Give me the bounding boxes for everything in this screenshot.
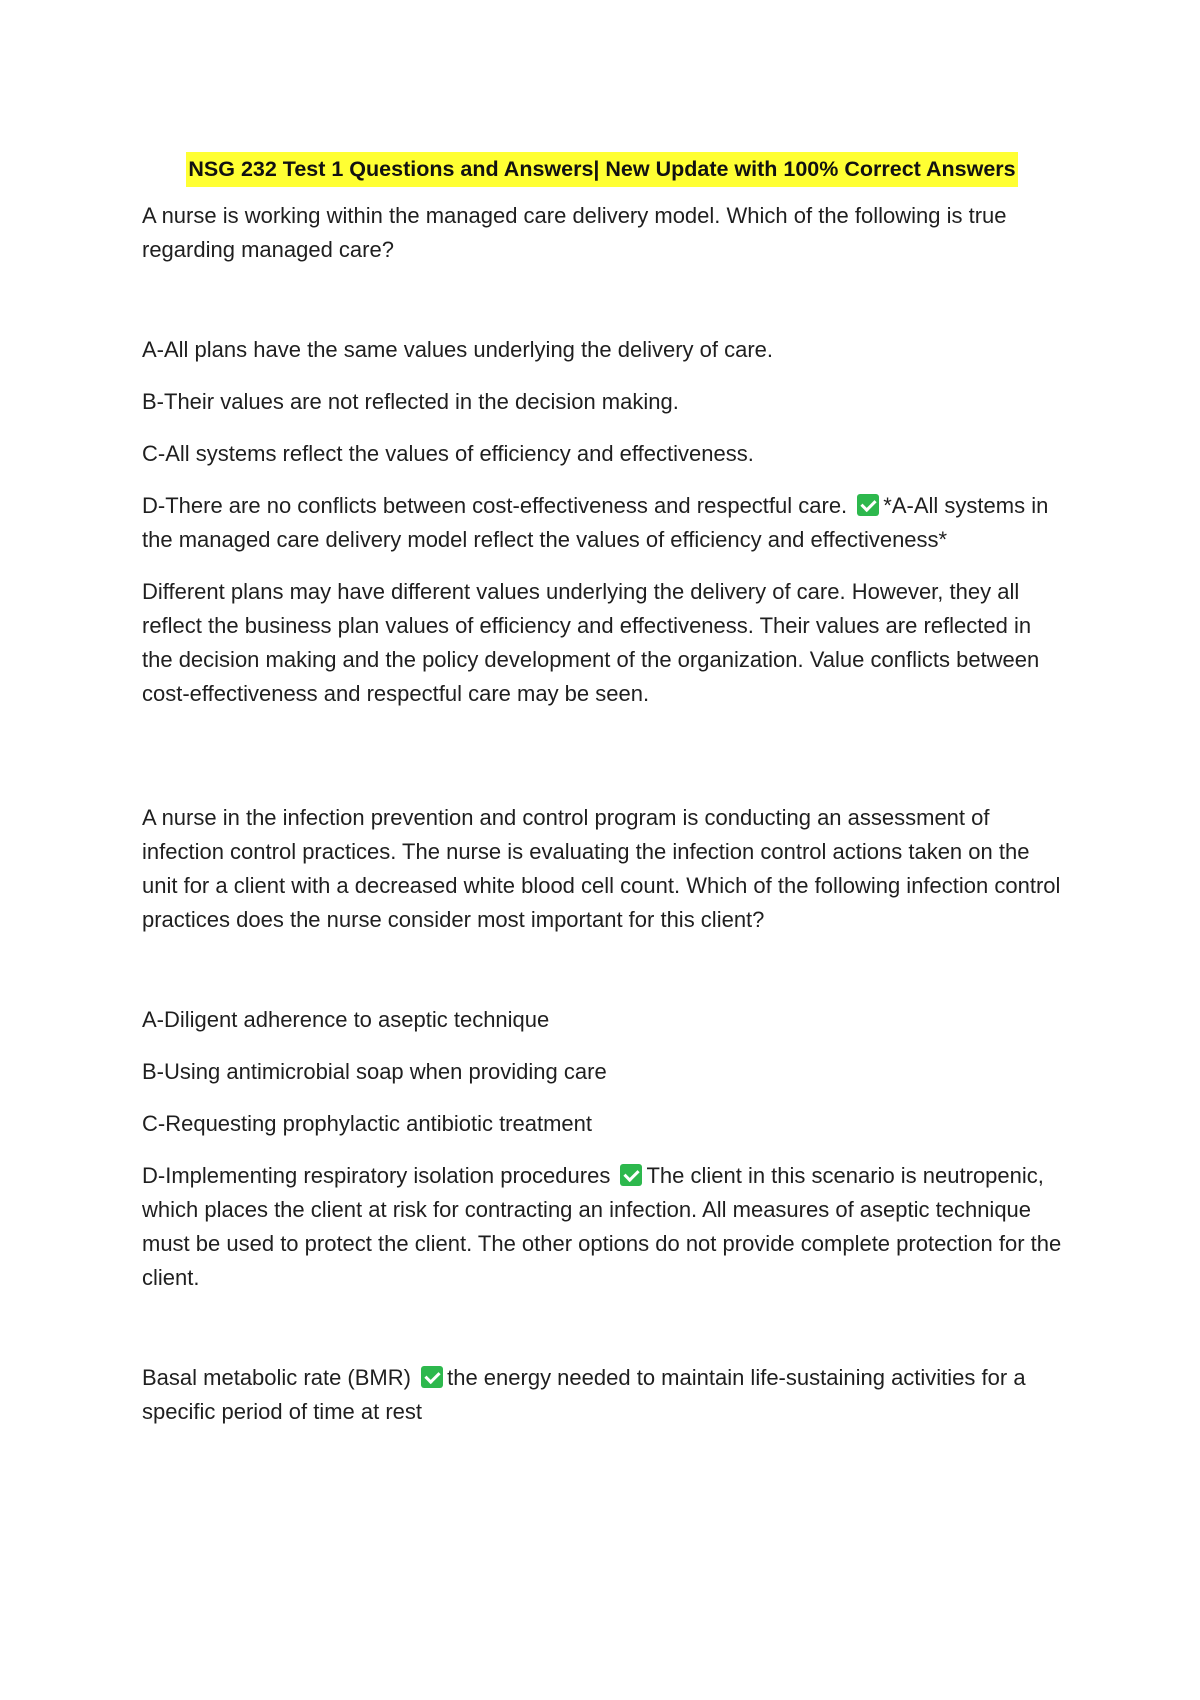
term-3-definition: the energy needed to maintain life-sustaining activities for a specific period of time at rest xyxy=(142,1365,1026,1424)
document-title: NSG 232 Test 1 Questions and Answers| New Update with 100% Correct Answers xyxy=(186,152,1017,187)
question-2-option-b: B-Using antimicrobial soap when providing care xyxy=(142,1059,607,1084)
question-1-option-d-line xyxy=(142,489,1062,557)
question-1-option-a: A-All plans have the same values underlying the delivery of care. xyxy=(142,337,774,362)
question-2-answer: The client in this scenario is neutropenic, which places the client at risk for contracting an infection. All measures of aseptic technique must be used to protect the client. The other options do not provide complete protection for the client. xyxy=(142,1163,1062,1290)
question-1-option-c: C-All systems reflect the values of efficiency and effectiveness. xyxy=(142,441,754,466)
question-1-option-d: D-There are no conflicts between cost-effectiveness and respectful care. xyxy=(142,493,848,518)
title-wrapper xyxy=(142,152,1062,187)
question-2-text: A nurse in the infection prevention and control program is conducting an assessment of infection control practices. The nurse is evaluating the infection control actions taken on the unit for a client with a decreased white blood cell count. Which of the following infection control practices does the nurse consider most important for this client? xyxy=(142,805,1061,932)
term-3-line xyxy=(142,1361,1062,1429)
question-2-option-d-line xyxy=(142,1159,1062,1295)
check-mark-icon xyxy=(857,494,879,516)
question-2-option-c: C-Requesting prophylactic antibiotic treatment xyxy=(142,1111,593,1136)
question-1-option-b: B-Their values are not reflected in the decision making. xyxy=(142,389,679,414)
question-2-option-a: A-Diligent adherence to aseptic technique xyxy=(142,1007,550,1032)
question-2-option-d: D-Implementing respiratory isolation procedures xyxy=(142,1163,611,1188)
question-1-answer: *A-All systems in the managed care delivery model reflect the values of efficiency and effectiveness* xyxy=(142,493,1049,552)
question-1-text: A nurse is working within the managed care delivery model. Which of the following is true regarding managed care? xyxy=(142,203,1007,262)
question-1-rationale: Different plans may have different values underlying the delivery of care. However, they all reflect the business plan values of efficiency and effectiveness. Their values are reflected in the decision making and the policy development of the organization. Value conflicts between cost-effectiveness and respectful care may be seen. xyxy=(142,579,1040,706)
document-content xyxy=(142,152,1062,1429)
check-mark-icon xyxy=(620,1164,642,1186)
check-mark-icon xyxy=(421,1366,443,1388)
term-3-term: Basal metabolic rate (BMR) xyxy=(142,1365,411,1390)
